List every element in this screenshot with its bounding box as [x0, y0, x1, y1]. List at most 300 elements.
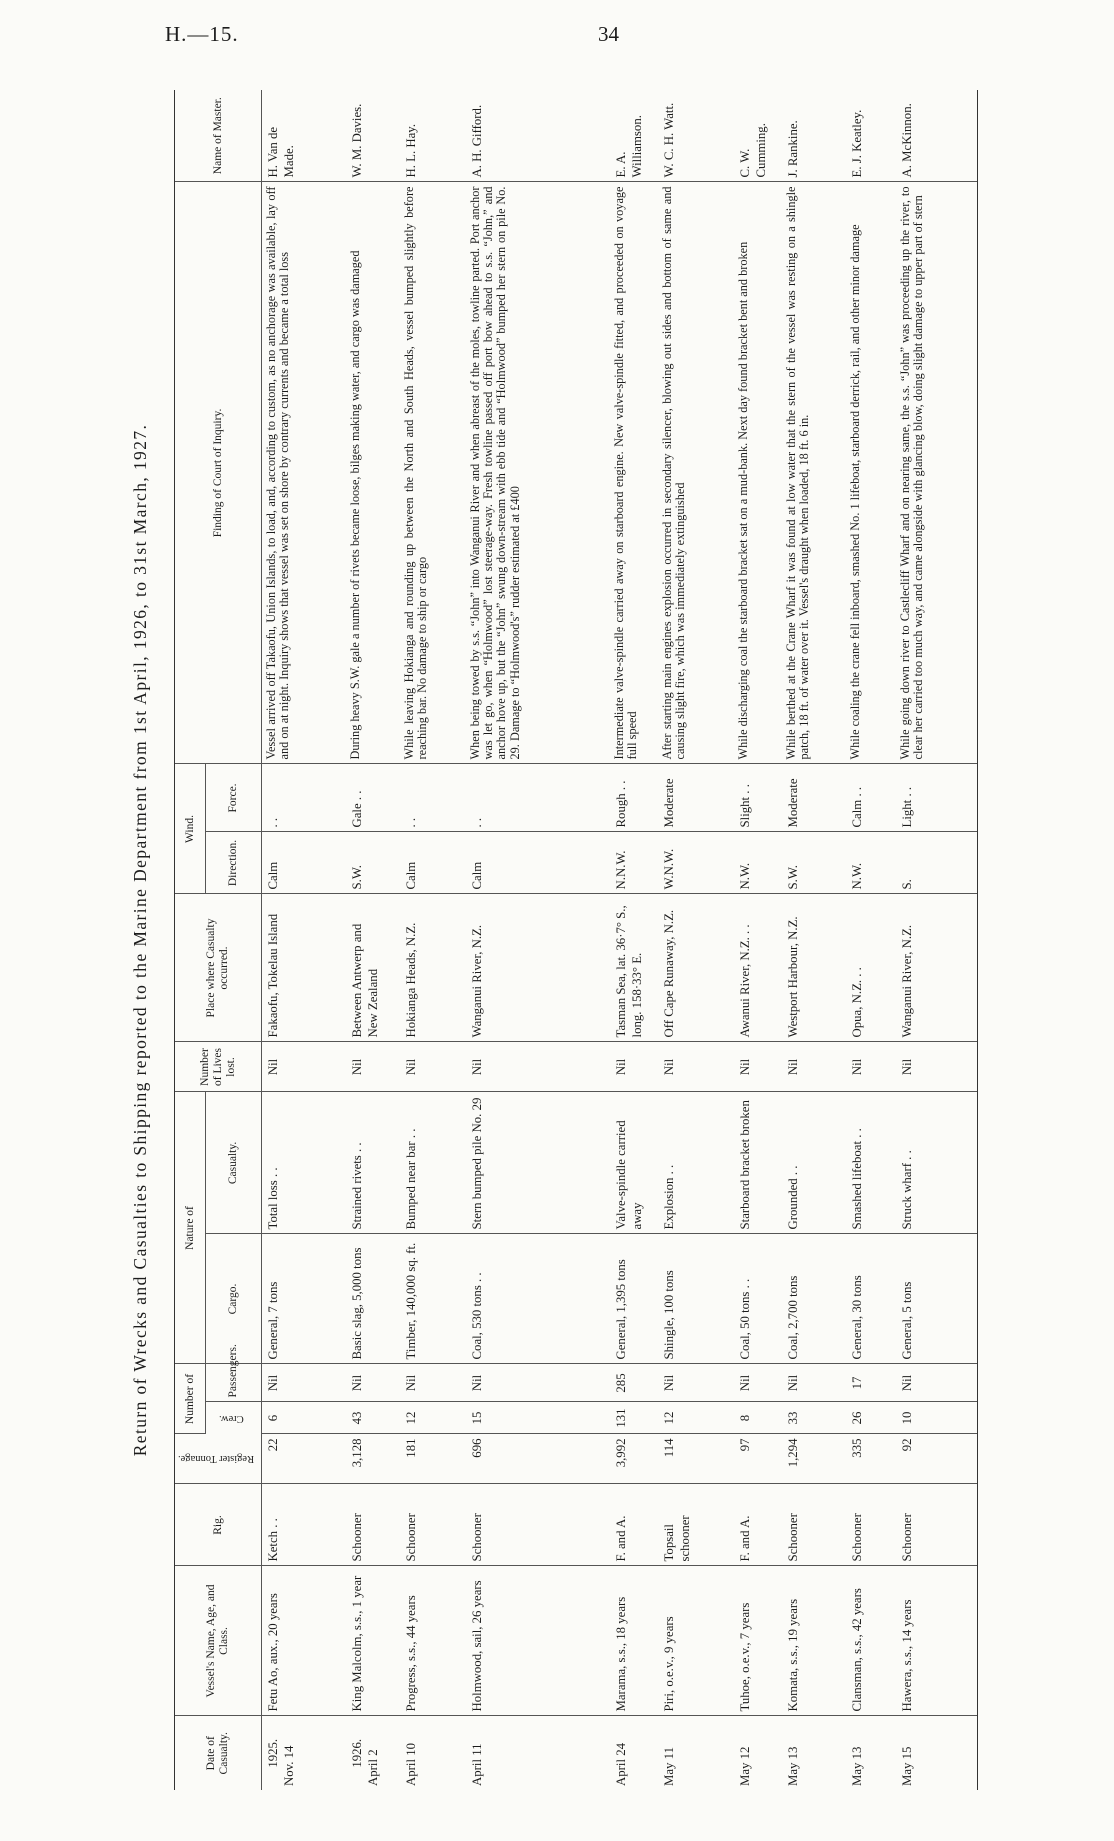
cell-wind-force [846, 764, 896, 832]
cell-lives-lost-text: Nil [849, 1058, 864, 1076]
cell-finding [658, 182, 734, 764]
cell-vessel [346, 1566, 400, 1716]
cell-crew [782, 1402, 846, 1434]
cell-master-text: J. Rankine. [785, 120, 800, 178]
cell-lives-lost [400, 1042, 466, 1092]
cell-cargo [262, 1234, 346, 1364]
cell-tonnage [896, 1434, 978, 1484]
cell-master [610, 90, 658, 182]
header-passengers: Passengers. [206, 1364, 262, 1402]
cell-vessel [658, 1566, 734, 1716]
cell-tonnage [658, 1434, 734, 1484]
cell-rig [782, 1484, 846, 1566]
cell-rig [896, 1484, 978, 1566]
table-row [400, 90, 466, 1790]
cell-crew-text: 26 [849, 1411, 864, 1425]
cell-master-text: H. L. Hay. [403, 123, 418, 178]
cell-lives-lost-text: Nil [266, 1058, 281, 1076]
cell-passengers [400, 1364, 466, 1402]
cell-master [846, 90, 896, 182]
cell-date-text: Nov. 14 [282, 1745, 297, 1786]
cell-casualty [734, 1092, 782, 1234]
cell-rig [400, 1484, 466, 1566]
table-row [262, 90, 346, 1790]
cell-casualty [262, 1092, 346, 1234]
cell-finding-text: Vessel arrived off Takaofu, Union Islands, to load, and, according to custom, as no anchorage was available, lay off and on at night. Inquiry shows that vessel was set on shore by contrary currents and became a total loss [264, 186, 292, 760]
cell-lives-lost [262, 1042, 346, 1092]
cell-wind-force [262, 764, 346, 832]
cell-tonnage [400, 1434, 466, 1484]
cell-vessel [782, 1566, 846, 1716]
cell-vessel [400, 1566, 466, 1716]
cell-wind-direction [400, 832, 466, 894]
cell-finding [734, 182, 782, 764]
table-row [346, 90, 400, 1790]
cell-tonnage [610, 1434, 658, 1484]
cell-finding [846, 182, 896, 764]
cell-tonnage [782, 1434, 846, 1484]
cell-vessel-text: Marama, s.s., 18 years [613, 1596, 628, 1712]
cell-passengers [658, 1364, 734, 1402]
header-number-of: Number of [175, 1364, 206, 1434]
cell-cargo [896, 1234, 978, 1364]
cell-casualty-text: Starboard bracket broken [737, 1100, 752, 1230]
cell-passengers-text: Nil [899, 1374, 914, 1392]
cell-wind-direction-text: Calm [469, 861, 484, 890]
header-master: Name of Master. [175, 90, 262, 182]
cell-wind-direction-text: N.W. [737, 862, 752, 890]
cell-lives-lost-text: Nil [737, 1058, 752, 1076]
cell-master [346, 90, 400, 182]
cell-vessel [610, 1566, 658, 1716]
cell-vessel [262, 1566, 346, 1716]
cell-finding [896, 182, 978, 764]
cell-casualty [896, 1092, 978, 1234]
cell-rig-text: Schooner [785, 1513, 800, 1562]
cell-tonnage-text: 97 [737, 1438, 752, 1452]
cell-lives-lost [346, 1042, 400, 1092]
cell-place [610, 894, 658, 1042]
cell-wind-direction-text: Calm [403, 861, 418, 890]
cell-casualty [346, 1092, 400, 1234]
cell-cargo [846, 1234, 896, 1364]
cell-place-text: Wanganui River, N.Z. [899, 924, 914, 1038]
cell-rig-text: Topsail schooner [661, 1515, 692, 1562]
cell-vessel-text: Clansman, s.s., 42 years [849, 1588, 864, 1712]
cell-crew-text: 15 [469, 1411, 484, 1425]
cell-date-text: May 13 [785, 1746, 800, 1786]
cell-date [262, 1716, 346, 1790]
cell-crew-text: 12 [403, 1411, 418, 1425]
cell-crew [400, 1402, 466, 1434]
cell-lives-lost [610, 1042, 658, 1092]
cell-passengers [262, 1364, 346, 1402]
cell-master-text: C. W. Cumming. [737, 123, 768, 178]
cell-lives-lost-text: Nil [613, 1058, 628, 1076]
header-crew [206, 1402, 262, 1434]
casualty-table [174, 90, 978, 1790]
cell-casualty-text: Stern bumped pile No. 29 [469, 1097, 484, 1230]
header-casualty: Casualty. [206, 1092, 262, 1234]
cell-date-text: April 24 [613, 1742, 628, 1786]
cell-casualty [782, 1092, 846, 1234]
cell-place-text: Hokianga Heads, N.Z. [403, 922, 418, 1038]
table-row [896, 90, 978, 1790]
cell-passengers-text: Nil [266, 1374, 281, 1392]
cell-date [658, 1716, 734, 1790]
rotated-page-content [130, 90, 1010, 1790]
cell-passengers [896, 1364, 978, 1402]
header-rig: Rig. [175, 1484, 262, 1566]
cell-rig-text: Schooner [469, 1513, 484, 1562]
cell-date-text: May 13 [849, 1746, 864, 1786]
cell-passengers-text: 17 [849, 1376, 864, 1390]
cell-rig-text: Schooner [349, 1513, 364, 1562]
cell-lives-lost-text: Nil [899, 1058, 914, 1076]
cell-master-text: A. H. Gifford. [469, 104, 484, 178]
cell-passengers [734, 1364, 782, 1402]
cell-date [896, 1716, 978, 1790]
cell-passengers [782, 1364, 846, 1402]
cell-crew-text: 131 [613, 1408, 628, 1428]
cell-crew [466, 1402, 610, 1434]
cell-wind-force-text: Slight . . [737, 784, 752, 828]
table-row [658, 90, 734, 1790]
cell-wind-force [734, 764, 782, 832]
cell-wind-force-text: Light . . [899, 786, 914, 828]
cell-date [466, 1716, 610, 1790]
cell-date-text: April 10 [403, 1742, 418, 1786]
cell-tonnage-text: 3,128 [349, 1438, 364, 1468]
cell-cargo-text: General, 1,395 tons [613, 1259, 628, 1360]
cell-wind-direction-text: S.W. [785, 865, 800, 890]
cell-passengers-text: Nil [349, 1374, 364, 1392]
table-row [846, 90, 896, 1790]
cell-tonnage-text: 92 [899, 1438, 914, 1452]
cell-casualty-text: Struck wharf . . [899, 1150, 914, 1230]
cell-wind-direction-text: S. [899, 879, 914, 890]
cell-crew-text: 6 [266, 1414, 281, 1422]
cell-finding-text: While berthed at the Crane Wharf it was found at low water that the stern of the vessel was resting on a shingle patch, 18 ft. of water over it. Vessel's draught when loaded, 18 ft. 6 in. [783, 186, 811, 760]
cell-wind-direction-text: N.W. [849, 862, 864, 890]
cell-vessel-text: Piri, o.e.v., 9 years [661, 1616, 676, 1712]
header-nature-of: Nature of [175, 1092, 206, 1364]
cell-casualty-text: Explosion . . [661, 1164, 676, 1230]
cell-vessel [734, 1566, 782, 1716]
cell-casualty [658, 1092, 734, 1234]
cell-casualty-text: Strained rivets . . [349, 1142, 364, 1230]
cell-master [400, 90, 466, 182]
table-row [782, 90, 846, 1790]
cell-passengers-text: Nil [737, 1374, 752, 1392]
table-row [734, 90, 782, 1790]
cell-date [846, 1716, 896, 1790]
cell-finding [400, 182, 466, 764]
cell-date [400, 1716, 466, 1790]
cell-master [896, 90, 978, 182]
cell-place-text: Westport Harbour, N.Z. [785, 916, 800, 1038]
cell-rig [466, 1484, 610, 1566]
cell-finding-text: While leaving Hokianga and rounding up between the North and South Heads, vessel bumped slightly before reaching bar. No damage to ship or cargo [401, 186, 429, 760]
cell-tonnage [734, 1434, 782, 1484]
cell-rig-text: Schooner [403, 1513, 418, 1562]
cell-passengers [846, 1364, 896, 1402]
cell-cargo-text: Coal, 50 tons . . [737, 1278, 752, 1360]
cell-tonnage-text: 335 [849, 1438, 864, 1458]
cell-casualty-text: Valve-spindle carried away [613, 1120, 644, 1230]
cell-cargo [466, 1234, 610, 1364]
cell-passengers [346, 1364, 400, 1402]
header-tonnage-label: Register Tonnage. [178, 1453, 255, 1465]
cell-cargo [346, 1234, 400, 1364]
cell-cargo-text: General, 30 tons [849, 1275, 864, 1360]
header-date: Date of Casualty. [175, 1716, 262, 1790]
cell-wind-direction [658, 832, 734, 894]
cell-cargo [610, 1234, 658, 1364]
cell-crew [262, 1402, 346, 1434]
cell-vessel [466, 1566, 610, 1716]
cell-place [658, 894, 734, 1042]
cell-tonnage-text: 181 [403, 1438, 418, 1458]
header-crew-label: Crew. [219, 1412, 244, 1424]
cell-cargo [734, 1234, 782, 1364]
cell-vessel-text: Tuhoe, o.e.v., 7 years [737, 1602, 752, 1712]
cell-passengers [466, 1364, 610, 1402]
cell-place [346, 894, 400, 1042]
cell-place [896, 894, 978, 1042]
cell-passengers [610, 1364, 658, 1402]
cell-place-text: Between Antwerp and New Zealand [349, 923, 380, 1038]
cell-wind-force-text: Moderate [785, 778, 800, 828]
cell-cargo-text: Shingle, 100 tons [661, 1270, 676, 1360]
casualty-rows [262, 90, 978, 1790]
cell-date [782, 1716, 846, 1790]
cell-rig [734, 1484, 782, 1566]
cell-cargo-text: General, 7 tons [266, 1281, 281, 1360]
cell-passengers-text: Nil [661, 1374, 676, 1392]
cell-finding-text: During heavy S.W. gale a number of rivets became loose, bilges making water, and cargo was damaged [347, 250, 362, 760]
cell-vessel-text: Holmwood, sail, 26 years [469, 1580, 484, 1712]
cell-crew [896, 1402, 978, 1434]
cell-finding [610, 182, 658, 764]
cell-rig [846, 1484, 896, 1566]
cell-crew-text: 10 [899, 1411, 914, 1425]
cell-wind-direction [734, 832, 782, 894]
cell-finding-text: While coaling the crane fell inboard, smashed No. 1 lifeboat, starboard derrick, rail, and other minor damage [847, 224, 862, 760]
cell-wind-force [658, 764, 734, 832]
cell-place [734, 894, 782, 1042]
cell-passengers-text: Nil [469, 1374, 484, 1392]
cell-lives-lost [846, 1042, 896, 1092]
header-vessel: Vessel's Name, Age, and Class. [175, 1566, 262, 1716]
cell-place-text: Wanganui River, N.Z. [469, 924, 484, 1038]
cell-finding [262, 182, 346, 764]
cell-rig-text: Schooner [849, 1513, 864, 1562]
cell-wind-direction-text: N.N.W. [613, 850, 628, 890]
cell-wind-force [896, 764, 978, 832]
cell-finding [466, 182, 610, 764]
cell-master [734, 90, 782, 182]
cell-rig [658, 1484, 734, 1566]
cell-place [400, 894, 466, 1042]
cell-place-text: Fakaofu, Tokelau Island [266, 913, 281, 1038]
cell-wind-force-text: Gale . . [349, 790, 364, 828]
cell-tonnage [846, 1434, 896, 1484]
cell-year: 1926. [349, 1738, 364, 1768]
cell-tonnage-text: 22 [266, 1438, 281, 1452]
cell-tonnage-text: 1,294 [785, 1438, 800, 1468]
cell-lives-lost [734, 1042, 782, 1092]
cell-master-text: H. Van de Made. [266, 126, 297, 178]
cell-rig [346, 1484, 400, 1566]
cell-wind-direction [262, 832, 346, 894]
cell-cargo-text: General, 5 tons [899, 1281, 914, 1360]
cell-casualty [400, 1092, 466, 1234]
cell-passengers-text: Nil [403, 1374, 418, 1392]
cell-casualty [610, 1092, 658, 1234]
cell-cargo [782, 1234, 846, 1364]
cell-rig-text: F. and A. [613, 1515, 628, 1562]
cell-date [610, 1716, 658, 1790]
cell-date-text: May 15 [899, 1746, 914, 1786]
cell-lives-lost-text: Nil [349, 1058, 364, 1076]
cell-passengers-text: Nil [785, 1374, 800, 1392]
cell-lives-lost [896, 1042, 978, 1092]
cell-casualty-text: Grounded . . [785, 1165, 800, 1230]
cell-wind-direction [346, 832, 400, 894]
cell-crew [846, 1402, 896, 1434]
header-finding: Finding of Court of Inquiry. [175, 182, 262, 764]
cell-tonnage-text: 3,992 [613, 1438, 628, 1468]
cell-place-text: Awanui River, N.Z. . . [737, 924, 752, 1038]
cell-wind-direction [896, 832, 978, 894]
header-cargo: Cargo. [206, 1234, 262, 1364]
cell-finding [782, 182, 846, 764]
cell-crew [734, 1402, 782, 1434]
cell-lives-lost-text: Nil [469, 1058, 484, 1076]
cell-vessel-text: Progress, s.s., 44 years [403, 1595, 418, 1712]
cell-cargo-text: Timber, 140,000 sq. ft. [403, 1242, 418, 1360]
cell-wind-direction [846, 832, 896, 894]
cell-finding-text: After starting main engines explosion occurred in secondary silencer, blowing out sides and bottom of same and causing slight fire, which was immediately extinguished [659, 186, 687, 760]
cell-wind-direction [782, 832, 846, 894]
cell-master-text: W. M. Davies. [349, 103, 364, 178]
cell-wind-direction-text: W.N.W. [661, 848, 676, 890]
document-code: H.—15. [165, 22, 239, 46]
cell-tonnage-text: 114 [661, 1438, 676, 1458]
cell-master-text: E. A. Williamson. [613, 115, 644, 178]
cell-rig [262, 1484, 346, 1566]
cell-date [734, 1716, 782, 1790]
cell-place [846, 894, 896, 1042]
cell-casualty-text: Total loss . . [266, 1167, 281, 1230]
cell-crew [658, 1402, 734, 1434]
cell-tonnage [466, 1434, 610, 1484]
cell-casualty [466, 1092, 610, 1234]
cell-wind-direction-text: S.W. [349, 865, 364, 890]
cell-lives-lost [658, 1042, 734, 1092]
cell-wind-force [610, 764, 658, 832]
cell-casualty-text: Bumped near bar . . [403, 1128, 418, 1230]
cell-place-text: Opua, N.Z. . . [849, 967, 864, 1038]
cell-crew-text: 12 [661, 1411, 676, 1425]
cell-vessel-text: King Malcolm, s.s., 1 year [349, 1575, 364, 1712]
cell-lives-lost [782, 1042, 846, 1092]
cell-wind-direction [466, 832, 610, 894]
cell-vessel-text: Komata, s.s., 19 years [785, 1598, 800, 1712]
cell-wind-force-text: . . [266, 817, 281, 828]
cell-wind-force [466, 764, 610, 832]
header-wind-direction: Direction. [206, 832, 262, 894]
cell-cargo-text: Basic slag, 5,000 tons [349, 1247, 364, 1360]
cell-crew-text: 33 [785, 1411, 800, 1425]
cell-date-text: April 11 [469, 1743, 484, 1786]
cell-casualty-text: Smashed lifeboat . . [849, 1128, 864, 1230]
table-title: Return of Wrecks and Casualties to Shipping reported to the Marine Department from 1st April, 1926, to 31st March, 1927. [130, 423, 150, 1457]
cell-master-text: A. McKinnon. [899, 103, 914, 178]
cell-crew-text: 8 [737, 1414, 752, 1422]
cell-cargo-text: Coal, 2,700 tons [785, 1275, 800, 1360]
cell-vessel-text: Hawera, s.s., 14 years [899, 1599, 914, 1712]
cell-master [782, 90, 846, 182]
cell-finding-text: While going down river to Castlecliff Wharf and on nearing same, the s.s. “John” was proceeding up the river, to clear her carried too much way, and came alongside with glancing blow, doing slight damage to upper part of stern [897, 186, 925, 760]
cell-crew-text: 43 [349, 1411, 364, 1425]
cell-place [466, 894, 610, 1042]
cell-vessel-text: Fetu Ao, aux., 20 years [266, 1593, 281, 1712]
cell-finding-text: When being towed by s.s. “John” into Wanganui River and when abreast of the moles, towline parted. Port anchor was let go, when “Holmwood” lost steerage-way. Fresh towline passed off port bow ahead to s.s. “John,” and anchor hove up, but the “John” swung down-stream with ebb tide and “Holmwood” bumped her stern on pile No. 29. Damage to “Holmwood's” rudder estimated at £400 [467, 186, 522, 760]
cell-wind-force-text: Calm . . [849, 786, 864, 828]
cell-wind-force-text: Moderate [661, 778, 676, 828]
cell-lives-lost-text: Nil [661, 1058, 676, 1076]
cell-lives-lost-text: Nil [403, 1058, 418, 1076]
cell-tonnage [346, 1434, 400, 1484]
cell-wind-force-text: . . [403, 817, 418, 828]
cell-year: 1925. [266, 1738, 281, 1768]
cell-rig-text: F. and A. [737, 1515, 752, 1562]
header-wind-force: Force. [206, 764, 262, 832]
cell-place-text: Tasman Sea, lat. 36·7° S., long. 158·33° E. [613, 905, 644, 1038]
cell-crew [610, 1402, 658, 1434]
cell-rig-text: Schooner [899, 1513, 914, 1562]
page-number: 34 [598, 22, 619, 46]
cell-finding [346, 182, 400, 764]
cell-wind-direction-text: Calm [266, 861, 281, 890]
cell-master [466, 90, 610, 182]
cell-wind-force [400, 764, 466, 832]
cell-vessel [846, 1566, 896, 1716]
cell-date-text: May 12 [737, 1746, 752, 1786]
cell-finding-text: While discharging coal the starboard bracket sat on a mud-bank. Next day found bracket bent and broken [735, 241, 750, 760]
cell-place-text: Off Cape Runaway, N.Z. [661, 909, 676, 1038]
header-tonnage [175, 1434, 262, 1484]
cell-master-text: W. C. H. Watt. [661, 102, 676, 178]
cell-rig [610, 1484, 658, 1566]
cell-tonnage-text: 696 [469, 1438, 484, 1458]
cell-passengers-text: 285 [613, 1373, 628, 1393]
cell-master [262, 90, 346, 182]
cell-lives-lost [466, 1042, 610, 1092]
cell-cargo [400, 1234, 466, 1364]
cell-date-text: April 2 [365, 1749, 380, 1786]
header-place: Place where Casualty occurred. [175, 894, 262, 1042]
cell-cargo-text: Coal, 530 tons . . [469, 1272, 484, 1360]
cell-wind-force [782, 764, 846, 832]
cell-rig-text: Ketch . . [266, 1518, 281, 1562]
cell-place [262, 894, 346, 1042]
header-wind: Wind. [175, 764, 206, 894]
table-row [610, 90, 658, 1790]
cell-lives-lost-text: Nil [785, 1058, 800, 1076]
